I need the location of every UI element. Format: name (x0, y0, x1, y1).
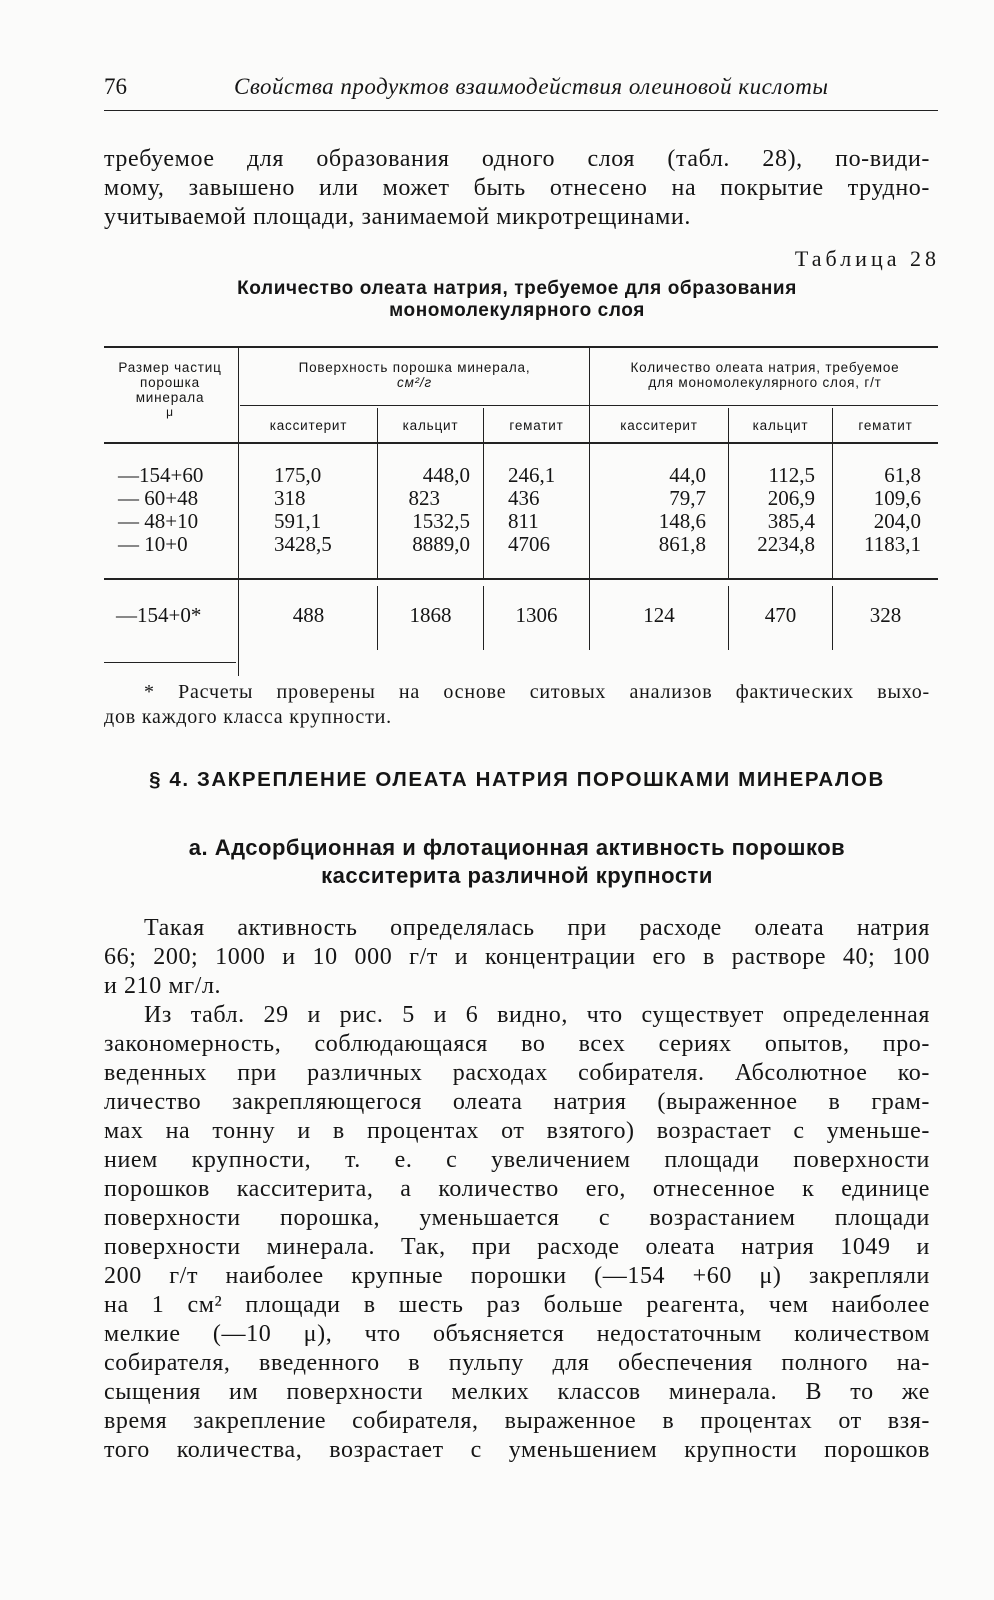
total-cell: 1306 (515, 603, 558, 627)
table-cell: 246,1 (508, 463, 556, 487)
text-line: поверхности порошка, уменьшается с возрастанием площади (104, 1205, 930, 1231)
table-cell: 206,9 (767, 486, 815, 510)
header-line: Количество олеата натрия, требуемое (630, 360, 900, 375)
table-cell: 448,0 (422, 463, 470, 487)
text-line: Такая активность определялась при расходе олеата натрия (144, 915, 930, 941)
text-line: время закрепление собирателя, выраженное в процентах от взя- (104, 1408, 930, 1434)
text-line: мому, завышено или может быть отнесено на покрытие трудно- (104, 175, 930, 201)
text-line: мелкие (—10 μ), что объясняется недостаточным количеством (104, 1321, 930, 1347)
header-rule (104, 110, 938, 111)
total-cell: 328 (869, 603, 902, 627)
header-line: μ (166, 405, 174, 419)
header-line: порошка (140, 375, 200, 390)
col-oleate-cassiterite (590, 464, 706, 556)
subheader-calcite: кальцит (402, 418, 459, 433)
total-cell: 1868 (409, 603, 452, 627)
text-line: нием крупности, т. е. с увеличением площади поверхности (104, 1147, 930, 1173)
footnote-line: дов каждого класса крупности. (104, 706, 392, 728)
col-oleate-calcite (729, 464, 815, 556)
total-cell: 470 (764, 603, 797, 627)
table-cell: 385,4 (767, 509, 815, 533)
running-title: Свойства продуктов взаимодействия олеиновой кислоты (234, 74, 829, 99)
table-cell: — 60+48 (118, 486, 199, 510)
table-cell: 4706 (508, 532, 550, 556)
table-title-line: мономолекулярного слоя (389, 300, 645, 321)
total-cell: 488 (292, 603, 325, 627)
footnote-rule (104, 662, 236, 663)
subheader-hematite: гематит (509, 418, 564, 433)
text-line: 200 г/т наиболее крупные порошки (—154 +60 μ) закрепляли (104, 1263, 930, 1289)
table-cell: 1532,5 (412, 509, 470, 533)
header-line: Размер частиц (118, 360, 222, 375)
table-cell: — 10+0 (118, 532, 188, 556)
table-cell: 318 (274, 486, 306, 510)
table-cell: —154+60 (118, 463, 204, 487)
table-cell: 148,6 (658, 509, 706, 533)
table-label: Таблица 28 (794, 246, 940, 271)
subheader-cassiterite: касситерит (269, 418, 348, 433)
table-cell: — 48+10 (118, 509, 199, 533)
text-line: учитываемой площади, занимаемой микротрещинами. (104, 204, 691, 230)
table-cell: 112,5 (768, 463, 815, 487)
table-cell: 861,8 (658, 532, 706, 556)
table-cell: 436 (508, 486, 540, 510)
table-cell: 109,6 (873, 486, 921, 510)
table-body-rule (104, 578, 938, 580)
subheader-calcite: кальцит (752, 418, 809, 433)
sub-heading (104, 834, 930, 890)
table-cell: 1183,1 (864, 532, 921, 556)
table-top-rule (104, 346, 938, 348)
page (104, 0, 940, 1600)
text-line: закономерность, соблюдающаяся во всех сериях опытов, про- (104, 1031, 930, 1057)
header-oleate-group (592, 360, 938, 390)
table-cell: 591,1 (274, 509, 322, 533)
total-cell: 124 (643, 603, 675, 627)
table-cell: 8889,0 (412, 532, 470, 556)
total-size-cell: —154+0* (116, 603, 202, 627)
table-footnote (104, 680, 930, 730)
table-cell: 61,8 (884, 463, 921, 487)
subheader-cassiterite: касситерит (620, 418, 698, 433)
paragraph-2 (104, 1001, 930, 1465)
header-line: для мономолекулярного слоя, г/т (648, 375, 882, 390)
col-surface-cassiterite (274, 464, 332, 556)
table-cell: 79,7 (669, 486, 706, 510)
table-cell: 2234,8 (757, 532, 815, 556)
subheader-hematite: гематит (858, 418, 913, 433)
text-line: и 210 мг/л. (104, 973, 222, 999)
text-line: 66; 200; 1000 и 10 000 г/т и концентрации его в растворе 40; 100 (104, 944, 930, 970)
text-line: мах на тонну и в процентах от взятого) возрастает с уменьше- (104, 1118, 930, 1144)
table-cell: 175,0 (274, 463, 322, 487)
text-line: на 1 см² площади в шесть раз больше реагента, чем наиболее (104, 1292, 930, 1318)
header-line: см²/г (397, 375, 432, 390)
text-line: поверхности минерала. Так, при расходе олеата натрия 1049 и (104, 1234, 930, 1260)
header-size-column (104, 360, 236, 420)
table-cell: 823 (408, 486, 440, 510)
paragraph-1 (104, 914, 930, 1001)
col-oleate-hematite (833, 464, 921, 556)
text-line: Из табл. 29 и рис. 5 и 6 видно, что существует определенная (144, 1002, 930, 1028)
header-surface-group (242, 360, 587, 390)
sub-heading-line: касситерита различной крупности (321, 863, 713, 888)
table-title (104, 278, 930, 322)
running-head (104, 74, 930, 106)
col-rule (238, 346, 239, 676)
text-line: того количества, возрастает с уменьшением крупности порошков (104, 1437, 930, 1463)
sub-heading-line: а. Адсорбционная и флотационная активность порошков (188, 835, 846, 860)
intro-paragraph (104, 145, 930, 232)
header-line: минерала (135, 390, 205, 405)
table-header-rule (104, 442, 938, 444)
data-table (104, 346, 938, 666)
table-cell: 3428,5 (274, 532, 332, 556)
col-surface-hematite (508, 464, 555, 556)
text-line: сыщения им поверхности мелких классов минерала. В то же (104, 1379, 930, 1405)
size-column (118, 464, 203, 556)
text-line: требуемое для образования одного слоя (табл. 28), по-види- (104, 146, 930, 172)
col-surface-calcite (378, 464, 470, 556)
col-rule (483, 408, 484, 578)
text-line: веденных при различных расходах собирателя. Абсолютное ко- (104, 1060, 930, 1086)
table-title-line: Количество олеата натрия, требуемое для образования (237, 278, 797, 299)
footnote-line: * Расчеты проверены на основе ситовых анализов фактических выхо- (144, 681, 930, 703)
table-cell: 44,0 (669, 463, 706, 487)
page-number: 76 (104, 74, 127, 99)
header-line: Поверхность порошка минерала, (298, 360, 531, 375)
table-cell: 811 (508, 509, 539, 533)
table-cell: 204,0 (873, 509, 921, 533)
section-heading: § 4. ЗАКРЕПЛЕНИЕ ОЛЕАТА НАТРИЯ ПОРОШКАМИ МИНЕРАЛОВ (149, 768, 885, 791)
text-line: собирателя, введенного в пульпу для обеспечения полного на- (104, 1350, 930, 1376)
text-line: личество закрепляющегося олеата натрия (выраженное в грам- (104, 1089, 930, 1115)
text-line: порошков касситерита, а количество его, отнесенное к единице (104, 1176, 930, 1202)
